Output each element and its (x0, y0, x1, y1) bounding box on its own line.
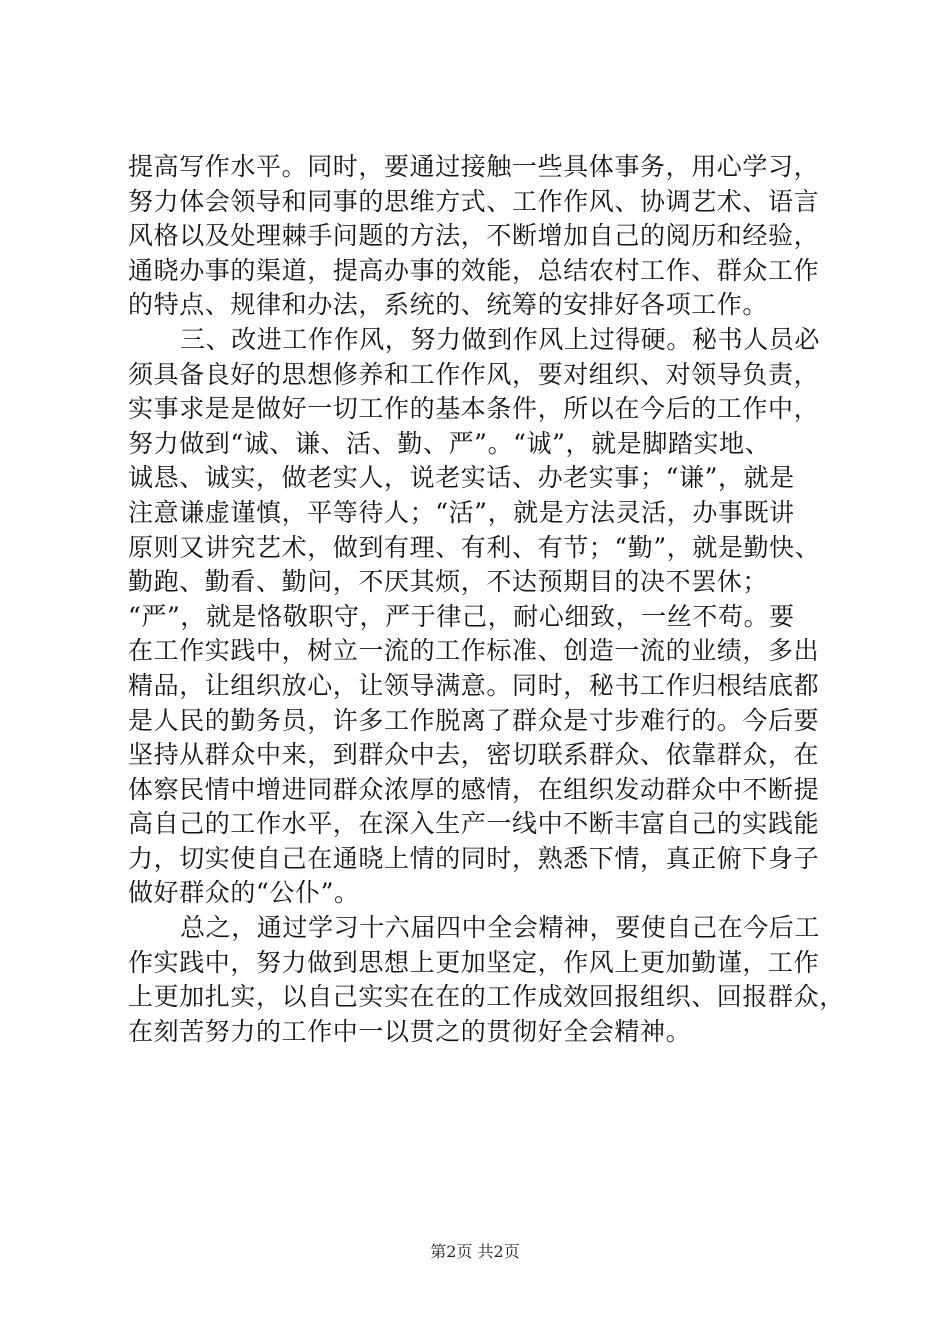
text-line: 三、改进工作作风，努力做到作风上过得硬。秘书人员必 (180, 324, 821, 354)
text-line: 通晓办事的渠道，提高办事的效能，总结农村工作、群众工作 (128, 255, 820, 285)
text-line: 诚恳、诚实，做老实人，说老实话、办老实事；“谦”，就是 (128, 463, 795, 493)
text-line: 努力做到“诚、谦、活、勤、严”。“诚”，就是脚踏实地、 (128, 428, 771, 458)
text-line: 勤跑、勤看、勤问，不厌其烦，不达预期目的决不罢休； (128, 567, 769, 597)
text-line: 风格以及处理棘手问题的方法，不断增加自己的阅历和经验， (128, 221, 820, 251)
text-line: 高自己的工作水平，在深入生产一线中不断丰富自己的实践能 (128, 809, 820, 839)
text-line: 力，切实使自己在通晓上情的同时，熟悉下情，真正俯下身子 (128, 843, 820, 873)
text-line: 在工作实践中，树立一流的工作标准、创造一流的业绩，多出 (128, 636, 820, 666)
text-line: 提高写作水平。同时，要通过接触一些具体事务，用心学习， (128, 152, 820, 181)
page-number-footer: 第2页 共2页 (430, 1242, 520, 1261)
text-line: 精品，让组织放心，让领导满意。同时，秘书工作归根结底都 (128, 670, 820, 700)
text-line: 体察民情中增进同群众浓厚的感情，在组织发动群众中不断提 (128, 774, 820, 804)
document-body (128, 150, 845, 1049)
text-line: 须具备良好的思想修养和工作作风，要对组织、对领导负责， (128, 359, 820, 389)
text-line: 坚持从群众中来，到群众中去，密切联系群众、依靠群众，在 (128, 740, 820, 770)
text-line: 实事求是是做好一切工作的基本条件，所以在今后的工作中， (128, 394, 820, 424)
text-line: 是人民的勤务员，许多工作脱离了群众是寸步难行的。今后要 (128, 705, 820, 735)
text-line: 的特点、规律和办法，系统的、统筹的安排好各项工作。 (128, 290, 769, 320)
text-line: 注意谦虚谨慎，平等待人；“活”，就是方法灵活，办事既讲 (128, 497, 795, 527)
text-line: 上更加扎实，以自己实实在在的工作成效回报组织、回报群众， (128, 982, 845, 1012)
text-line: 在刻苦努力的工作中一以贯之的贯彻好全会精神。 (128, 1016, 692, 1046)
text-line: 做好群众的“公仆”。 (128, 878, 360, 908)
text-line: “严”，就是恪敬职守，严于律己，耐心细致，一丝不苟。要 (128, 601, 795, 631)
text-line: 原则又讲究艺术，做到有理、有利、有节；“勤”，就是勤快、 (128, 532, 821, 562)
text-line: 总之，通过学习十六届四中全会精神，要使自己在今后工 (180, 913, 821, 943)
text-line: 作实践中，努力做到思想上更加坚定，作风上更加勤谨，工作 (128, 947, 820, 977)
text-line: 努力体会领导和同事的思维方式、工作作风、协调艺术、语言 (128, 186, 820, 216)
